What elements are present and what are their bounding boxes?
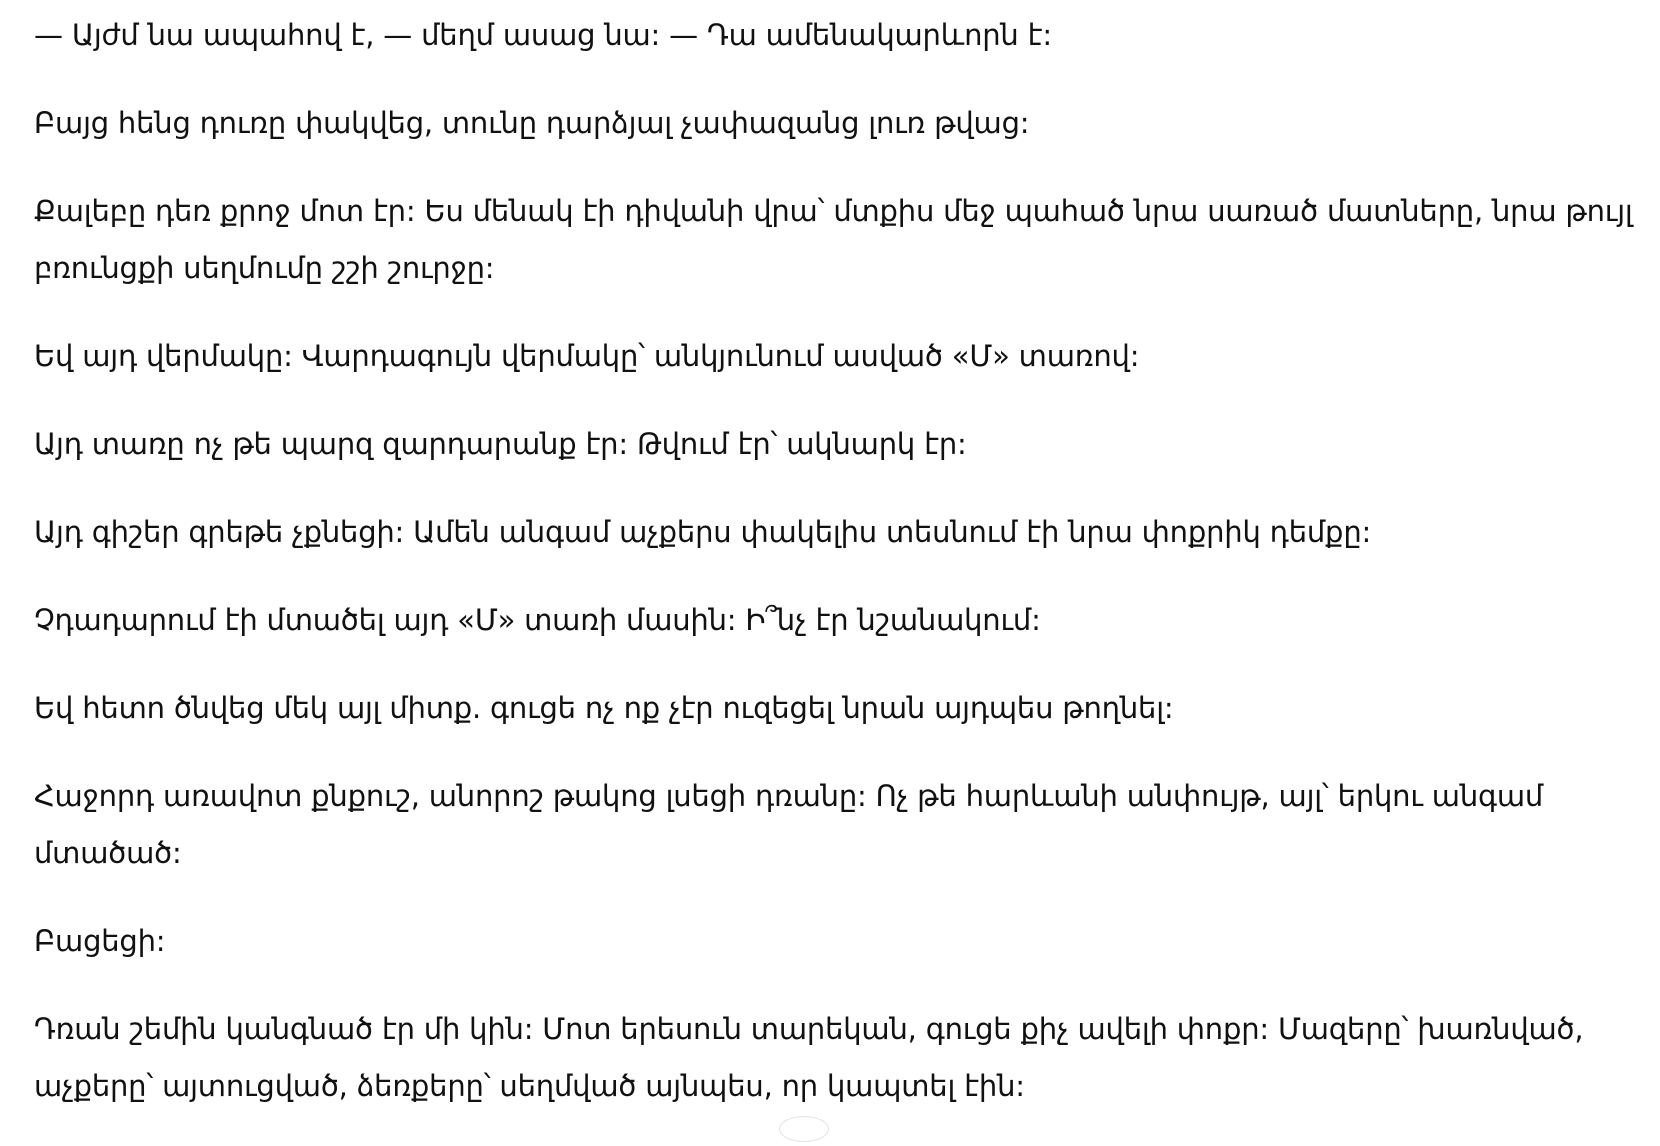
paragraph-3: Քալեբը դեռ քրոջ մոտ էր: Ես մենակ էի դիվանի վրա՝ մտքիս մեջ պահած նրա սառած մատները, նրա թույլ բռունցքի սեղմումը շշի շուրջը: (34, 194, 1633, 285)
paragraph-1: — Այժմ նա ապահով է, — մեղմ ասաց նա: — Դա ամենակարևորն է: (34, 18, 1052, 52)
paragraph-10: Բացեցի: (34, 924, 166, 958)
scroll-down-button[interactable] (779, 1116, 829, 1142)
paragraph-7: Չդադարում էի մտածել այդ «Մ» տառի մասին: Ի՞նչ էր նշանակում: (34, 603, 1041, 637)
paragraph-8: Եվ հետո ծնվեց մեկ այլ միտք. գուցե ոչ ոք չէր ուզեցել նրան այդպես թողնել: (34, 691, 1174, 725)
paragraph-6: Այդ գիշեր գրեթե չքնեցի: Ամեն անգամ աչքերս փակելիս տեսնում էի նրա փոքրիկ դեմքը: (34, 515, 1372, 549)
story-text (34, 0, 1634, 1146)
paragraph-4: Եվ այդ վերմակը: Վարդագույն վերմակը՝ անկյունում ասված «Մ» տառով: (34, 339, 1140, 373)
paragraph-2: Բայց հենց դուռը փակվեց, տունը դարձյալ չափազանց լուռ թվաց: (34, 106, 1030, 140)
paragraph-9: Հաջորդ առավոտ քնքուշ, անորոշ թակոց լսեցի դռանը: Ոչ թե հարևանի անփույթ, այլ՝ երկու անգամ մտածած: (34, 779, 1544, 870)
paragraph-5: Այդ տառը ոչ թե պարզ զարդարանք էր: Թվում էր՝ ակնարկ էր: (34, 427, 967, 461)
paragraph-11: Դռան շեմին կանգնած էր մի կին: Մոտ երեսուն տարեկան, գուցե քիչ ավելի փոքր: Մազերը՝ խառնված, աչքերը՝ այտուցված, ձեռքերը՝ սեղմված այնպես, որ կապտել էին: (34, 1012, 1584, 1103)
